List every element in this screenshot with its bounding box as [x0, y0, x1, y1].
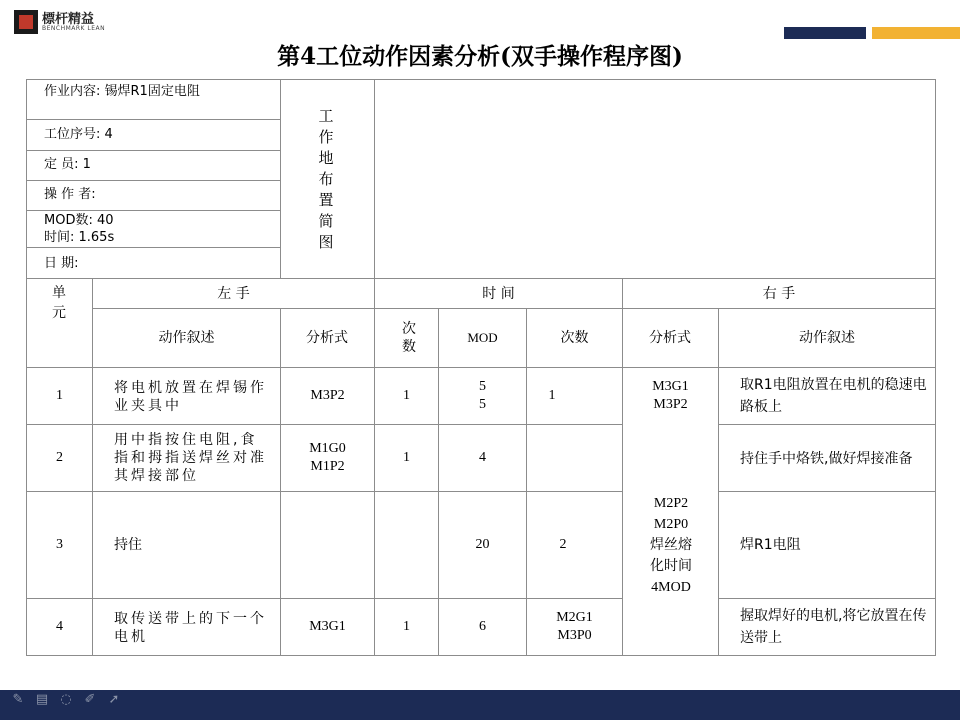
row2-left-action: 用中指按住电阻,食指和拇指送焊丝对准其焊接部位 — [114, 432, 267, 484]
row4-mod: 6 — [479, 619, 486, 634]
work-content: 作业内容: 锡焊R1固定电阻 — [44, 84, 200, 99]
pen-icon[interactable]: ✎ — [12, 692, 24, 707]
header-count-right: 次数 — [560, 330, 589, 346]
page-title: 第4工位动作因素分析(双手操作程序图) — [277, 43, 683, 70]
row4-right-action: 握取焊好的电机,将它放置在传送带上 — [740, 608, 927, 646]
header-right-hand: 右 手 — [762, 285, 796, 302]
mod-count: MOD数: 40 — [44, 213, 114, 228]
row2-left-analysis: M1G0 M1P2 — [309, 441, 346, 474]
logo-mark-icon — [14, 10, 38, 34]
workplace-layout-area — [375, 80, 935, 278]
row3-left-action: 持住 — [114, 537, 142, 553]
row1-left-action: 将电机放置在焊锡作业夹具中 — [114, 380, 267, 414]
row1-left-analysis: M3P2 — [310, 388, 345, 403]
row4-left-action: 取传送带上的下一个电机 — [114, 611, 267, 645]
row3-mod: 20 — [475, 537, 490, 552]
row2-right-action: 持住手中烙铁,做好焊接准备 — [740, 451, 913, 467]
logo-name-cn: 標杆精益 — [42, 12, 95, 27]
brand-logo — [14, 8, 134, 38]
header-time: 时 间 — [482, 285, 515, 302]
highlighter-icon[interactable]: ✐ — [84, 692, 96, 707]
row4-unit: 4 — [56, 619, 63, 634]
header-action-desc-right: 动作叙述 — [799, 330, 855, 346]
staff-count: 定 员: 1 — [44, 157, 91, 172]
row2-mod: 4 — [479, 450, 486, 465]
layout-label: 工作地布置简图 — [318, 106, 334, 251]
cycle-time: 时间: 1.65s — [44, 230, 115, 245]
analysis-table — [26, 79, 936, 656]
header-action-desc-left: 动作叙述 — [158, 330, 215, 346]
row2-unit: 2 — [56, 450, 63, 465]
header-mod: MOD — [467, 330, 498, 345]
pointer-icon[interactable]: ➚ — [108, 692, 120, 707]
row1-right-action: 取R1电阻放置在电机的稳速电路板上 — [740, 377, 927, 415]
row3-right-count: 2 — [559, 537, 567, 552]
row4-right-analysis-alt: M2G1 M3P0 — [556, 610, 593, 643]
row2-left-count: 1 — [403, 450, 410, 465]
row3-right-action: 焊R1电阻 — [740, 537, 801, 553]
row1-right-count: 1 — [548, 388, 556, 403]
logo-name-en: BENCHMARK LEAN — [42, 25, 106, 32]
row1-right-analysis: M3G1 M3P2 — [652, 379, 689, 412]
row1-mod: 5 5 — [479, 379, 486, 412]
footer-bar — [0, 690, 960, 720]
row1-unit: 1 — [56, 388, 63, 403]
row3-right-analysis: M2P2 M2P0 焊丝熔化时间 4MOD — [650, 495, 692, 595]
row4-left-analysis: M3G1 — [309, 619, 346, 634]
header-analysis-left: 分析式 — [306, 330, 348, 346]
save-icon[interactable]: ▤ — [35, 692, 49, 707]
operator: 操 作 者: — [44, 187, 96, 202]
header-count-left: 次数 — [402, 321, 416, 355]
header-unit: 单元 — [52, 285, 66, 321]
row4-left-count: 1 — [403, 619, 410, 634]
row1-left-count: 1 — [403, 388, 410, 403]
header-left-hand: 左 手 — [217, 285, 250, 302]
date-field: 日 期: — [44, 256, 79, 271]
row3-unit: 3 — [56, 537, 63, 552]
header-analysis-right: 分析式 — [649, 330, 691, 346]
eraser-icon[interactable]: ◌ — [60, 692, 72, 707]
station-number: 工位序号: 4 — [44, 126, 113, 142]
presentation-toolbar — [10, 692, 122, 708]
